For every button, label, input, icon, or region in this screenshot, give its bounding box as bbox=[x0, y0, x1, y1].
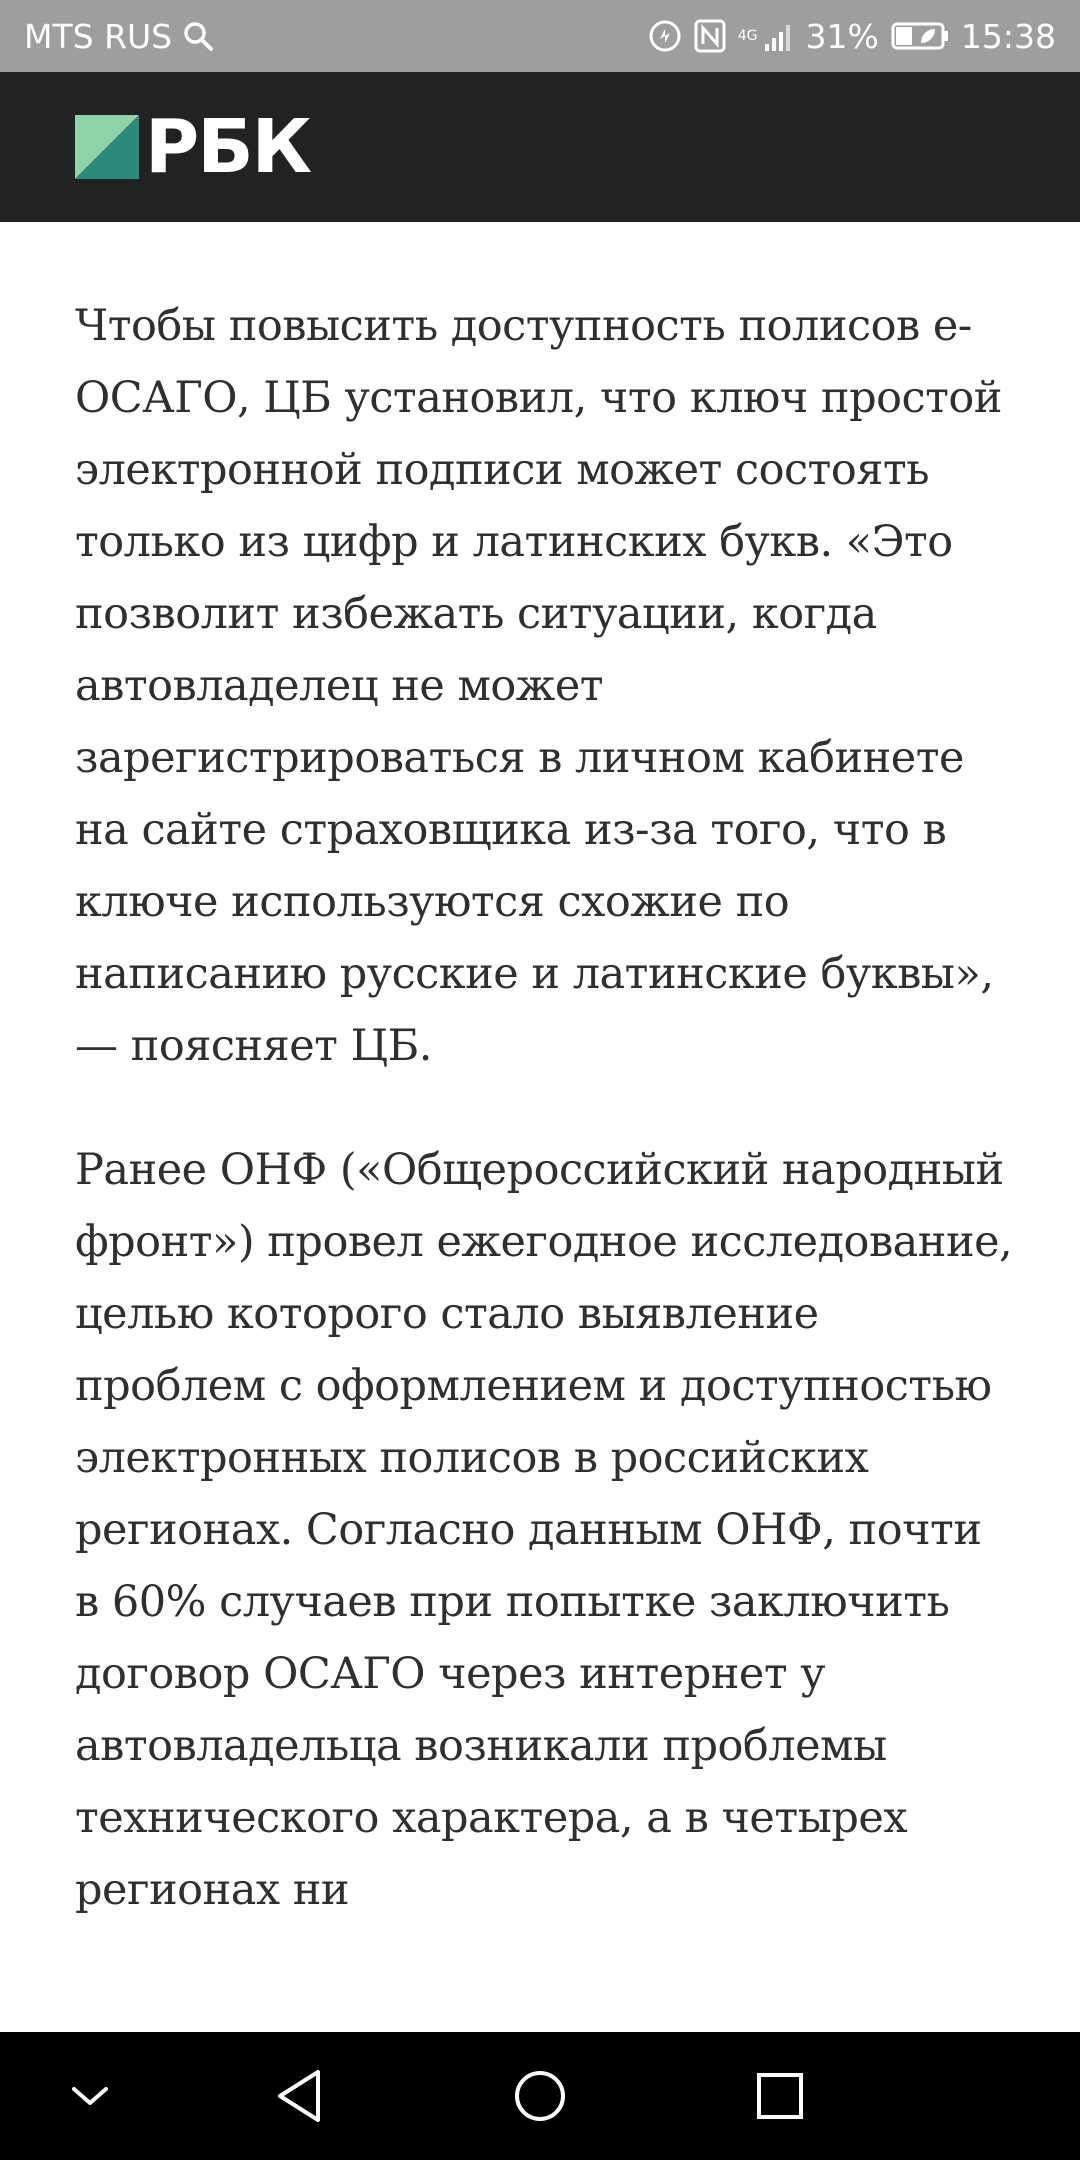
article-body bbox=[75, 290, 1015, 2030]
nfc-icon bbox=[694, 19, 726, 53]
logo-mark-icon bbox=[75, 115, 139, 179]
search-icon bbox=[182, 20, 214, 52]
rbc-logo[interactable] bbox=[75, 104, 311, 190]
clock: 15:38 bbox=[960, 16, 1056, 56]
status-left bbox=[24, 17, 214, 56]
status-bar bbox=[0, 0, 1080, 72]
hide-keyboard-button[interactable] bbox=[30, 2032, 150, 2160]
recents-icon bbox=[754, 2070, 806, 2122]
home-button[interactable] bbox=[480, 2032, 600, 2160]
logo-text: РБК bbox=[145, 104, 311, 190]
home-icon bbox=[512, 2068, 568, 2124]
data-saver-icon bbox=[648, 19, 682, 53]
article-paragraph: Ранее ОНФ («Общероссийский народный фронт») провел ежегодное исследование, целью которого стало выявление проблем с оформлением и доступностью электронных полисов в российских регионах. Согласно данным ОНФ, почти в 60% случаев при попытке заключить договор ОСАГО через интернет у автовладельца возникали проблемы технического характера, а в четырех регионах ни bbox=[75, 1145, 1013, 1915]
battery-percent: 31% bbox=[805, 16, 879, 56]
status-right bbox=[648, 17, 1056, 56]
navigation-bar bbox=[0, 2032, 1080, 2160]
back-button[interactable] bbox=[240, 2032, 360, 2160]
hide-keyboard-icon bbox=[68, 2081, 112, 2111]
network-type: 4G bbox=[737, 28, 758, 44]
back-icon bbox=[274, 2068, 326, 2124]
carrier-name: MTS RUS bbox=[24, 16, 173, 56]
article-paragraph: Чтобы повысить доступность полисов е-ОСАГО, ЦБ установил, что ключ простой электронной подписи может состоять только из цифр и латинских букв. «Это позволит избежать ситуации, когда автовладелец не может зарегистрироваться в личном кабинете на сайте страховщика из-за того, что в ключе используются схожие по написанию русские и латинские буквы», — поясняет ЦБ. bbox=[75, 301, 1002, 1071]
signal-icon bbox=[764, 20, 794, 52]
site-header bbox=[0, 72, 1080, 222]
recents-button[interactable] bbox=[720, 2032, 840, 2160]
battery-icon bbox=[891, 21, 949, 51]
